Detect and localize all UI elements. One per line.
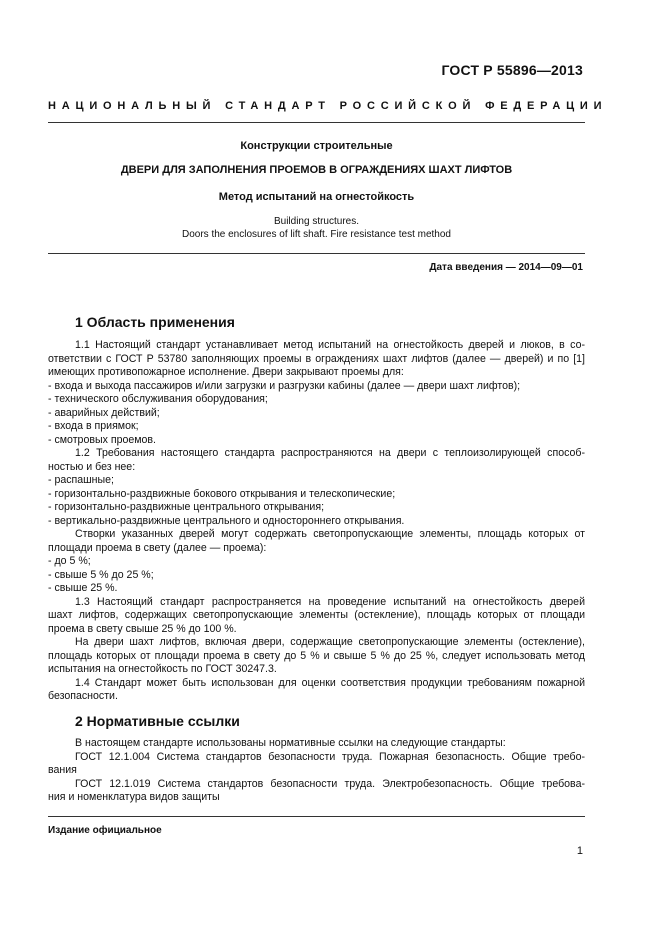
list-item: - вертикально-раздвижные центрального и одностороннего открывания.	[48, 514, 405, 527]
paragraph-line: На двери шахт лифтов, включая двери, содержащие светопропускающие элементы (остекление),	[75, 636, 585, 648]
page-number: 1	[576, 845, 583, 857]
paragraph-line: ностью и без нее:	[48, 460, 136, 473]
reference-line: вания	[48, 764, 77, 776]
list-item: - свыше 5 % до 25 %;	[48, 568, 154, 581]
paragraph-line: площади проема в свету (далее — проема):	[48, 541, 267, 554]
list-item: - аварийных действий;	[48, 406, 160, 419]
paragraph-line: В настоящем стандарте использованы нормативные ссылки на следующие стандарты:	[75, 737, 506, 749]
title-divider	[48, 253, 585, 254]
list-item: - горизонтально-раздвижные центрального открывания;	[48, 501, 325, 513]
footer-divider	[48, 816, 585, 817]
document-subtitle: Метод испытаний на огнестойкость	[218, 191, 415, 203]
english-title-line-1: Building structures.	[273, 216, 360, 227]
effective-date: Дата введения — 2014—09—01	[429, 262, 583, 273]
english-title-line-2: Doors the enclosures of lift shaft. Fire resistance test method	[181, 229, 451, 240]
national-standard-banner: НАЦИОНАЛЬНЫЙ СТАНДАРТ РОССИЙСКОЙ ФЕДЕРАЦИИ	[48, 100, 608, 112]
list-item: - горизонтально-раздвижные бокового открывания и телескопические;	[48, 487, 396, 500]
section-1-heading: 1 Область применения	[75, 314, 235, 330]
paragraph-line: 1.3 Настоящий стандарт распространяется на проведение испытаний на огнестойкость дверей	[75, 595, 585, 608]
paragraph-line: шахт лифтов, содержащих светопропускающие элементы (остекление), площадь которых от площади	[48, 609, 585, 621]
list-item: - свыше 25 %.	[48, 582, 118, 594]
paragraph-line: 1.2 Требования настоящего стандарта распространяются на двери с теплоизолирующей способ-	[75, 447, 585, 459]
list-item: - входа и выхода пассажиров и/или загрузки и разгрузки кабины (далее — двери шахт лифтов);	[48, 379, 521, 392]
paragraph-line: 1.4 Стандарт может быть использован для оценки соответствия продукции требованиям пожарной	[75, 676, 585, 689]
paragraph-line: безопасности.	[48, 690, 118, 702]
reference-line: ГОСТ 12.1.019 Система стандартов безопасности труда. Электробезопасность. Общие требова-	[75, 777, 585, 790]
paragraph-line: проема в свету свыше 25 % до 100 %.	[48, 622, 237, 635]
list-item: - смотровых проемов.	[48, 433, 156, 446]
paragraph-line: площадь которых от площади проема в свету до 5 % и свыше 5 % до 25 %, следует использовать метод	[48, 649, 585, 662]
document-title: ДВЕРИ ДЛЯ ЗАПОЛНЕНИЯ ПРОЕМОВ В ОГРАЖДЕНИЯХ ШАХТ ЛИФТОВ	[120, 164, 513, 176]
list-item: - входа в приямок;	[48, 420, 139, 432]
official-edition-label: Издание официальное	[48, 825, 162, 836]
title-category: Конструкции строительные	[240, 140, 393, 152]
paragraph-line: ответствии с ГОСТ Р 53780 заполняющих проемы в ограждениях шахт лифтов (далее — дверей) и по [1]	[48, 352, 585, 365]
paragraph-line: имеющих противопожарное исполнение. Двери закрывают проемы для:	[48, 366, 404, 378]
section-1-body	[48, 339, 585, 704]
list-item: - технического обслуживания оборудования;	[48, 393, 268, 405]
paragraph-line: 1.1 Настоящий стандарт устанавливает метод испытаний на огнестойкость дверей и люков, в со-	[75, 339, 585, 351]
header-divider	[48, 122, 585, 123]
reference-line: ния и номенклатура видов защиты	[48, 791, 220, 803]
paragraph-line: Створки указанных дверей могут содержать светопропускающие элементы, площадь которых от	[75, 528, 585, 540]
list-item: - распашные;	[48, 474, 114, 486]
reference-line: ГОСТ 12.1.004 Система стандартов безопасности труда. Пожарная безопасность. Общие требо-	[75, 750, 585, 763]
list-item: - до 5 %;	[48, 555, 91, 567]
paragraph-line: испытания на огнестойкость по ГОСТ 30247.3.	[48, 663, 277, 675]
section-2-heading: 2 Нормативные ссылки	[75, 713, 240, 729]
standard-code: ГОСТ Р 55896—2013	[441, 62, 583, 78]
section-2-body	[48, 737, 585, 805]
